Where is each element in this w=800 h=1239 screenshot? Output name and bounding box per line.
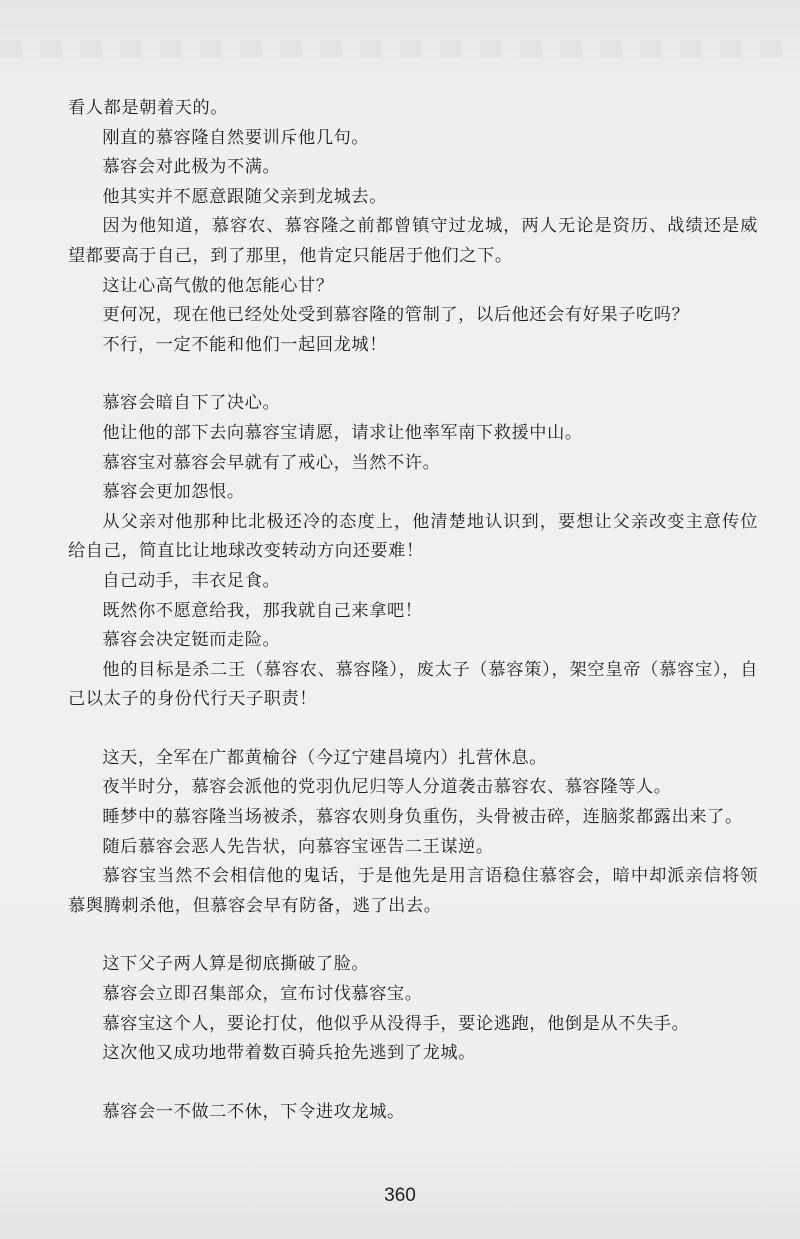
paragraph: 慕容会立即召集部众，宣布讨伐慕容宝。 bbox=[102, 984, 423, 1005]
paragraph: 因为他知道，慕容农、慕容隆之前都曾镇守过龙城，两人无论是资历、战绩还是威望都要高于自己，到了那里，他肯定只能居于他们之下。 bbox=[68, 216, 758, 266]
paragraph: 这天，全军在广都黄榆谷（今辽宁建昌境内）扎营休息。 bbox=[102, 747, 548, 768]
paragraph: 这下父子两人算是彻底撕破了脸。 bbox=[102, 954, 370, 975]
bleed-through-header bbox=[0, 40, 800, 58]
paragraph-gap bbox=[68, 1069, 758, 1098]
page-number: 360 bbox=[384, 1185, 416, 1206]
paragraph: 他让他的部下去向慕容宝请愿，请求让他率军南下救援中山。 bbox=[102, 422, 583, 443]
paragraph: 他的目标是杀二王（慕容农、慕容隆），废太子（慕容策），架空皇帝（慕容宝），自己以太子的身份代行天子职责！ bbox=[68, 659, 758, 710]
paragraph: 自己动手，丰衣足食。 bbox=[102, 570, 281, 591]
paragraph: 慕容宝当然不会相信他的鬼话，于是他先是用言语稳住慕容会，暗中却派亲信将领慕舆腾刺杀他，但慕容会早有防备，逃了出去。 bbox=[68, 866, 758, 916]
paragraph: 慕容会一不做二不休，下令进攻龙城。 bbox=[102, 1101, 405, 1122]
paragraph: 慕容会暗自下了决心。 bbox=[102, 393, 281, 414]
paragraph: 慕容会更加怨恨。 bbox=[102, 482, 245, 503]
paragraph-gap bbox=[68, 921, 758, 950]
paragraph: 夜半时分，慕容会派他的党羽仇尼归等人分道袭击慕容农、慕容隆等人。 bbox=[102, 777, 672, 798]
paragraph: 既然你不愿意给我，那我就自己来拿吧！ bbox=[102, 600, 423, 621]
paragraph: 慕容会对此极为不满。 bbox=[102, 157, 281, 178]
paragraph: 不行，一定不能和他们一起回龙城！ bbox=[102, 334, 387, 355]
body-text bbox=[68, 94, 758, 1127]
paragraph: 慕容会决定铤而走险。 bbox=[102, 630, 281, 651]
paragraph: 慕容宝对慕容会早就有了戒心，当然不许。 bbox=[102, 452, 441, 473]
paragraph: 随后慕容会恶人先告状，向慕容宝诬告二王谋逆。 bbox=[102, 836, 494, 857]
paragraph: 这次他又成功地带着数百骑兵抢先逃到了龙城。 bbox=[102, 1043, 476, 1064]
paragraph: 睡梦中的慕容隆当场被杀，慕容农则身负重伤，头骨被击碎，连脑浆都露出来了。 bbox=[102, 807, 743, 828]
paragraph: 更何况，现在他已经处处受到慕容隆的管制了，以后他还会有好果子吃吗？ bbox=[102, 305, 690, 326]
paragraph: 慕容宝这个人，要论打仗，他似乎从没得手，要论逃跑，他倒是从不失手。 bbox=[102, 1013, 690, 1034]
paragraph: 这让心高气傲的他怎能心甘？ bbox=[102, 275, 334, 296]
paragraph-gap bbox=[68, 360, 758, 389]
paragraph: 刚直的慕容隆自然要训斥他几句。 bbox=[102, 127, 370, 148]
paragraph-gap bbox=[68, 715, 758, 744]
paragraph: 从父亲对他那种比北极还冷的态度上，他清楚地认识到，要想让父亲改变主意传位给自己，简直比让地球改变转动方向还要难！ bbox=[68, 511, 758, 562]
paragraph: 他其实并不愿意跟随父亲到龙城去。 bbox=[102, 186, 387, 207]
paragraph: 看人都是朝着天的。 bbox=[68, 98, 229, 118]
